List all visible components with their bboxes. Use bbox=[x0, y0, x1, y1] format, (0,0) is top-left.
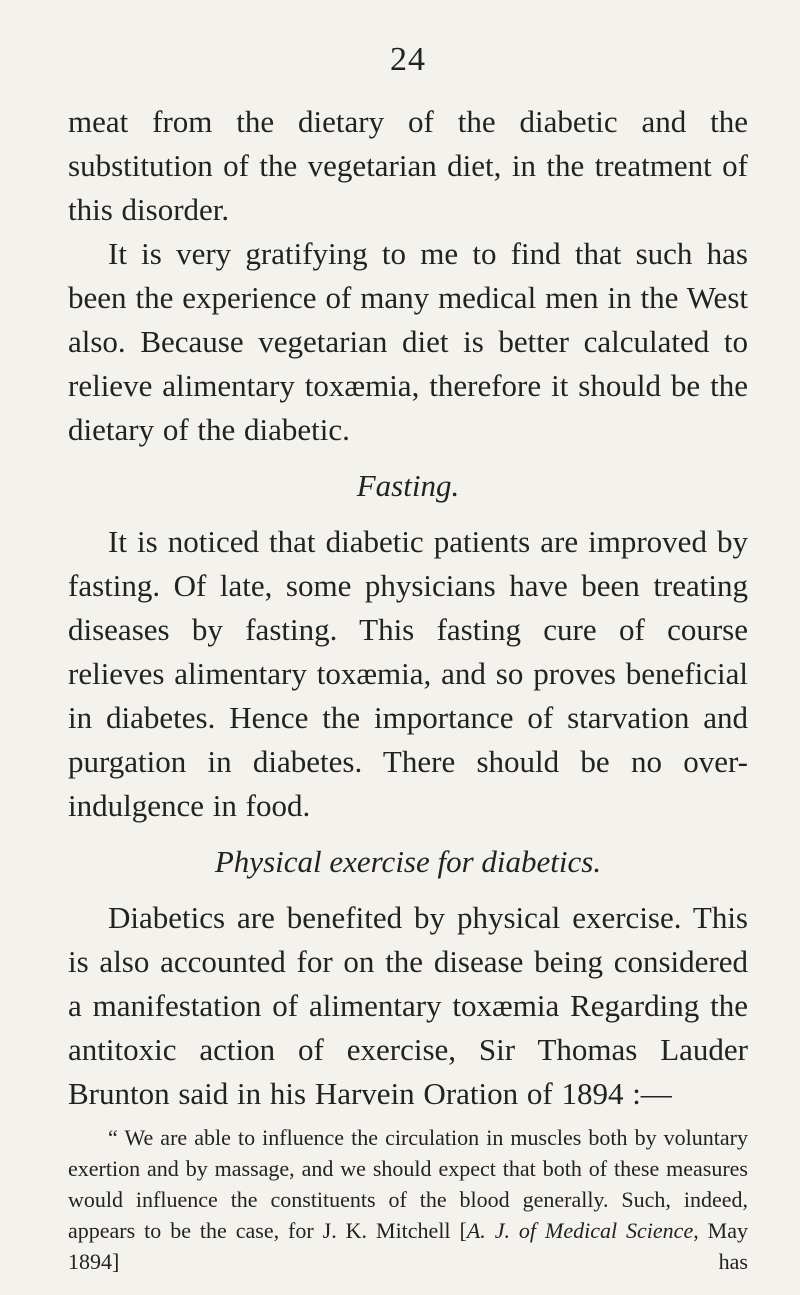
quote-text: “ We are able to influence the circulation in muscles both by voluntary exertion and by massage, and we should expect that both of these measures would influence the constituents of the blood generally. Such, indeed, appears to be the case, for J. K. Mitchell [ bbox=[68, 1125, 748, 1243]
page-number: 24 bbox=[390, 41, 426, 78]
quote-citation: A. J. of Medical Science bbox=[466, 1218, 694, 1243]
quotation-brunton bbox=[68, 1122, 748, 1277]
quote-text-end: , May 1894] has bbox=[68, 1218, 748, 1274]
paragraph-diet: meat from the dietary of the diabetic and the substitution of the vegetarian diet, in the treatment of this disorder. bbox=[68, 104, 748, 227]
paragraph-west-experience: It is very gratifying to me to find that such has been the experience of many medical men in the West also. Because vegetarian diet is better calculated to relieve alimentary toxæmia, therefore it should be the dietary of the diabetic. bbox=[68, 236, 748, 447]
paragraph-fasting: It is noticed that diabetic patients are improved by fasting. Of late, some physicians have been treating diseases by fasting. This fasting cure of course relieves alimentary toxæmia, and so proves beneficial in diabetes. Hence the importance of starvation and purgation in diabetes. There should be no over-indulgence in food. bbox=[68, 524, 748, 823]
heading-fasting: Fasting. bbox=[356, 468, 460, 503]
paragraph-exercise: Diabetics are benefited by physical exercise. This is also accounted for on the disease being considered a manifestation of alimentary toxæmia Regarding the antitoxic action of exercise, Sir Thomas Lauder Brunton said in his Harvein Oration of 1894 :— bbox=[68, 900, 748, 1111]
heading-physical-exercise: Physical exercise for diabetics. bbox=[214, 844, 602, 879]
book-page bbox=[68, 40, 748, 1280]
